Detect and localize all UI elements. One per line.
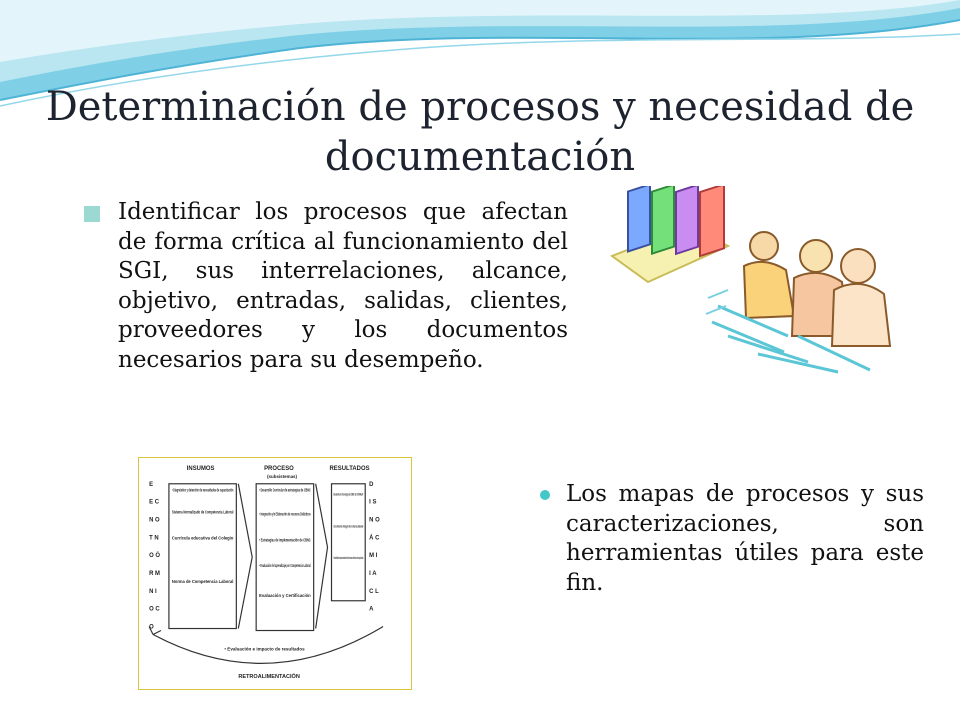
svg-text:I A: I A xyxy=(369,570,377,577)
arrow-insumos-proceso xyxy=(238,484,252,629)
svg-text:• Evaluación del aprendizaje p: • Evaluación del aprendizaje por Competencia Laboral xyxy=(259,563,311,569)
office-workers-clipart xyxy=(608,186,896,376)
arrow-proceso-resultados xyxy=(316,484,328,629)
round-bullet-icon xyxy=(540,490,550,500)
feedback-label: • Evaluación e impacto de resultados xyxy=(224,646,305,652)
svg-text:Crecimiento integral de la fue: Crecimiento integral de la fuerza laboral xyxy=(333,524,364,529)
svg-text:O: O xyxy=(149,624,154,631)
svg-text:• Integración y/o Elaboración: • Integración y/o Elaboración de recursos Didácticos xyxy=(259,511,312,517)
square-bullet-icon xyxy=(84,206,100,222)
svg-text:E: E xyxy=(149,481,154,488)
header-proceso: PROCESO xyxy=(264,465,294,472)
svg-text:Currícula educativa del Colegi: Currícula educativa del Colegio xyxy=(171,535,234,541)
insumos-box xyxy=(169,484,236,629)
right-vertical-letters xyxy=(369,482,380,613)
proceso-box xyxy=(256,484,314,631)
header-proceso-subtitle: (subsistemas) xyxy=(267,473,298,479)
feedback-loop-curve xyxy=(153,627,383,664)
svg-text:A: A xyxy=(369,606,374,613)
svg-text:R M: R M xyxy=(149,570,160,577)
svg-text:N O: N O xyxy=(149,517,160,524)
svg-text:O C: O C xyxy=(149,606,160,613)
svg-text:M I: M I xyxy=(369,553,378,560)
svg-text:C L: C L xyxy=(369,588,379,595)
svg-text:Sistema Normalizado de Compete: Sistema Normalizado de Competencia Laboral xyxy=(171,509,234,515)
retroalimentacion-label: RETROALIMENTACIÓN xyxy=(238,674,300,681)
header-resultados: RESULTADOS xyxy=(329,465,370,472)
svg-text:Á C: Á C xyxy=(369,535,380,542)
svg-text:N I: N I xyxy=(149,588,157,595)
left-vertical-letters xyxy=(149,482,160,631)
svg-text:I S: I S xyxy=(369,499,377,506)
svg-text:Norma de Competencia Laboral: Norma de Competencia Laboral xyxy=(171,578,234,584)
svg-text:• Estrategias de Implementació: • Estrategias de Implementación de CBNC xyxy=(259,537,311,543)
process-map-diagram xyxy=(138,457,412,690)
bullet-process-identification-text: Identificar los procesos que afectan de forma crítica al funcionamiento del SGI, sus interrelaciones, alcance, objetivo, entradas, salidas, clientes, proveedores y los documentos necesarios para su desempeño. xyxy=(118,199,568,373)
svg-text:T N: T N xyxy=(149,535,159,542)
process-map-drawing xyxy=(139,458,411,689)
bullet-process-maps-text: Los mapas de procesos y sus caracterizaciones, son herramientas útiles para este fin. xyxy=(566,481,924,596)
svg-text:N O: N O xyxy=(369,517,380,524)
svg-text:O Ó: O Ó xyxy=(149,553,160,560)
svg-text:Transferibilidad de competenci: Transferibilidad de competencias laboral del factor humano a diferentes funciones productivas xyxy=(333,556,364,561)
header-insumos: INSUMOS xyxy=(186,465,215,472)
svg-text:• Desarrollo Curricular de est: • Desarrollo Curricular de estrategias de CBNC xyxy=(259,487,311,493)
svg-text:D: D xyxy=(369,481,374,488)
svg-text:Evaluación y Certificación: Evaluación y Certificación xyxy=(259,592,312,598)
svg-text:Desarrollo de Tecnología de CB: Desarrollo de Tecnología de CBNC del CONALEP xyxy=(333,492,364,497)
resultados-box xyxy=(332,484,366,601)
svg-text:• Diagnóstico y detección de n: • Diagnóstico y detección de necesidades de capacitación xyxy=(171,487,234,493)
svg-text:E C: E C xyxy=(149,499,159,506)
slide-title: Determinación de procesos y necesidad de documentación xyxy=(45,84,915,180)
